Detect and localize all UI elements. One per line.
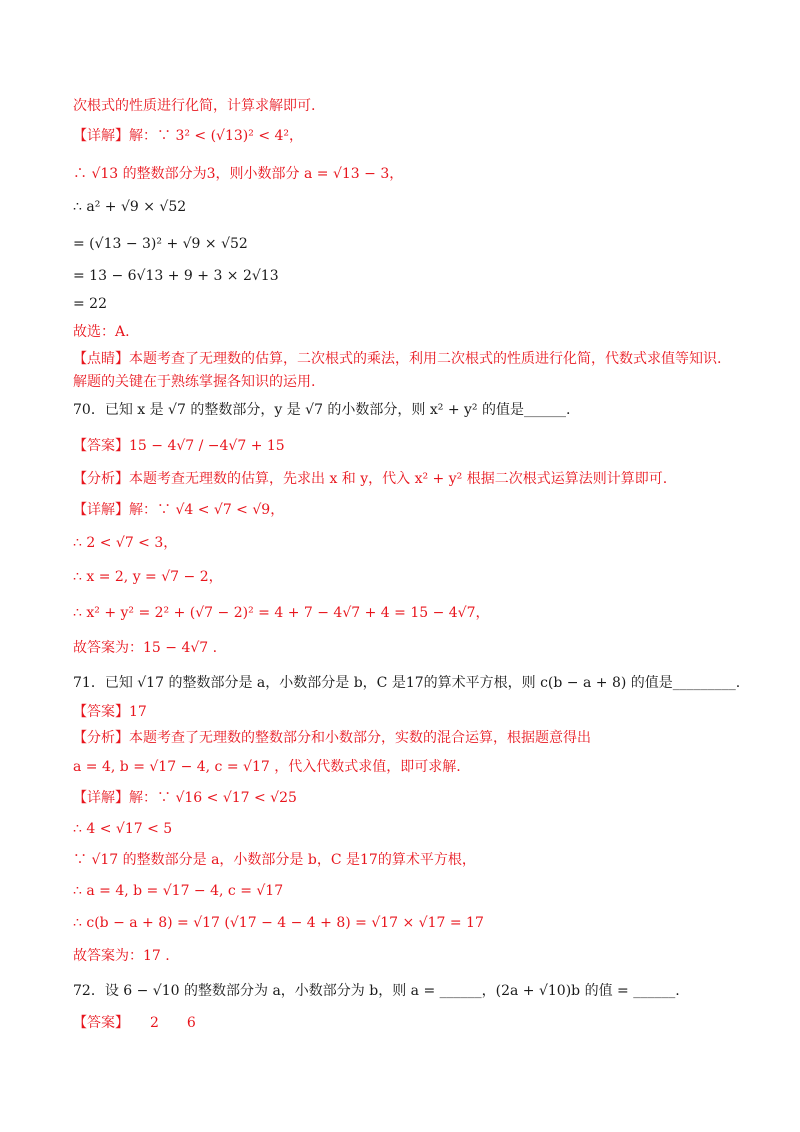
text-line: 次根式的性质进行化简，计算求解即可. bbox=[73, 98, 316, 114]
text-line: 解题的关键在于熟练掌握各知识的运用. bbox=[73, 374, 316, 390]
text-line: 【点睛】本题考查了无理数的估算，二次根式的乘法，利用二次根式的性质进行化简，代数式求值等知识. bbox=[73, 351, 722, 367]
text-line: ∴ 2 < √7 < 3， bbox=[73, 535, 178, 551]
text-line: 故答案为：15 − 4√7 . bbox=[73, 640, 218, 656]
text-line: a = 4, b = √17 − 4, c = √17 ，代入代数式求值，即可求解. bbox=[73, 759, 461, 775]
text-line: ∵ √17 的整数部分是 a，小数部分是 b，C 是17的算术平方根， bbox=[73, 852, 476, 868]
text-line: ∴ a = 4, b = √17 − 4, c = √17 bbox=[73, 883, 284, 899]
text-line: ∴ a² + √9 × √52 bbox=[73, 199, 187, 215]
text-line: 【详解】解：∵ √4 < √7 < √9， bbox=[73, 502, 285, 518]
answer-line: 【答案】15 − 4√7 / −4√7 + 15 bbox=[73, 438, 285, 454]
text-line: = 22 bbox=[73, 296, 107, 312]
text-line: ∴ √13 的整数部分为3，则小数部分 a = √13 − 3， bbox=[73, 166, 404, 182]
text-line: 【分析】本题考查了无理数的整数部分和小数部分，实数的混合运算，根据题意得出 bbox=[73, 730, 591, 746]
question-line: 70．已知 x 是 √7 的整数部分，y 是 √7 的小数部分，则 x² + y² 的值是______. bbox=[73, 402, 571, 418]
answer-line: 【答案】17 bbox=[73, 704, 147, 720]
text-line: ∴ x² + y² = 2² + (√7 − 2)² = 4 + 7 − 4√7 + 4 = 15 − 4√7， bbox=[73, 605, 490, 621]
text-line: ∴ x = 2, y = √7 − 2， bbox=[73, 569, 223, 585]
answer-line: 【答案】 2 6 bbox=[73, 1015, 196, 1031]
text-line: 【分析】本题考查无理数的估算，先求出 x 和 y，代入 x² + y² 根据二次根式运算法则计算即可. bbox=[73, 471, 668, 487]
text-line: ∴ 4 < √17 < 5 bbox=[73, 821, 173, 837]
text-line: 故答案为：17 . bbox=[73, 948, 170, 964]
text-line: ∴ c(b − a + 8) = √17 (√17 − 4 − 4 + 8) = √17 × √17 = 17 bbox=[73, 915, 484, 931]
text-line: = (√13 − 3)² + √9 × √52 bbox=[73, 236, 248, 252]
text-line: 【详解】解：∵ 3² < (√13)² < 4²， bbox=[73, 128, 304, 144]
question-line: 72．设 6 − √10 的整数部分为 a，小数部分为 b，则 a = ______，(2a + √10)b 的值 = ______. bbox=[73, 983, 680, 999]
question-line: 71．已知 √17 的整数部分是 a，小数部分是 b，C 是17的算术平方根，则 c(b − a + 8) 的值是_________. bbox=[73, 675, 741, 691]
text-line: 【详解】解：∵ √16 < √17 < √25 bbox=[73, 790, 297, 806]
text-line: = 13 − 6√13 + 9 + 3 × 2√13 bbox=[73, 268, 279, 284]
text-line: 故选：A. bbox=[73, 324, 130, 340]
